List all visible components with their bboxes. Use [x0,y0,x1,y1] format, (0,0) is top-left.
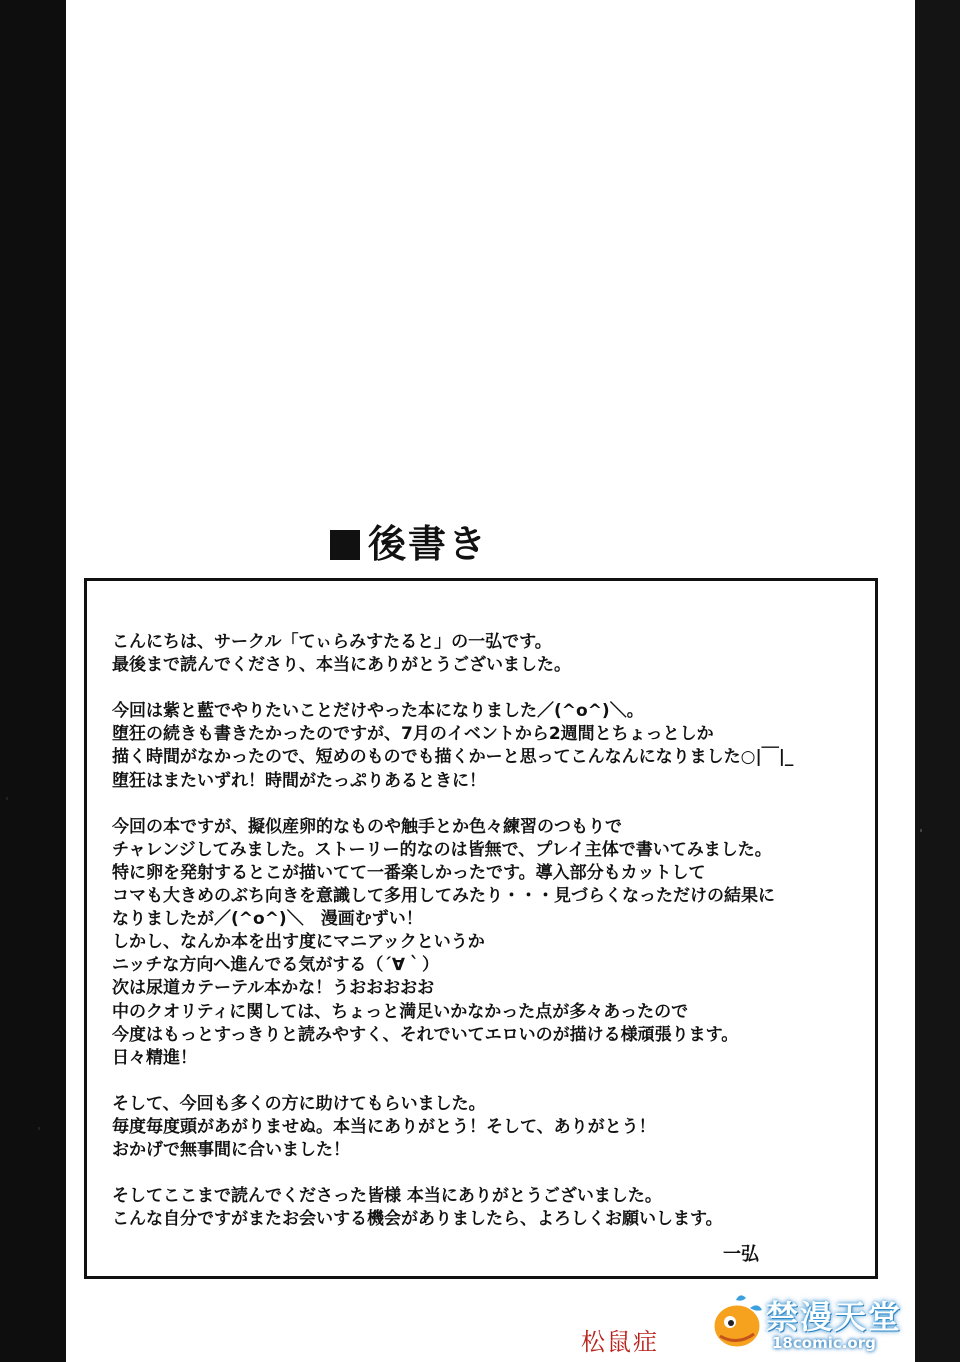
afterword-heading-text: 後書き [368,522,489,566]
body-line: 最後まで読んでくださり、本当にありがとうございました。 [112,655,571,676]
body-line: そしてここまで読んでくださった皆様 本当にありがとうございました。 [112,1186,662,1207]
left-dark-border [0,0,66,1362]
body-line: こんにちは、サークル「てぃらみすたると」の一弘です。 [112,632,552,652]
fish-logo-icon [706,1290,768,1354]
scan-dust [38,1127,40,1130]
body-line: 中のクオリティに関しては、ちょっと満足いかなかった点が多々あったので [112,1001,689,1022]
body-line: 次は尿道カテーテル本かな！うおおおおお [112,978,435,999]
body-line: なりましたが／(^o^)＼ 漫画むずい！ [112,909,423,930]
body-line: 描く時間がなかったので、短めのものでも描くかーと思ってこんなんになりました○|￣|_ [112,747,794,768]
body-line: チャレンジしてみました。ストーリー的なのは皆無で、プレイ主体で書いてみました。 [112,839,772,860]
blank-line [112,1162,872,1185]
black-square-bullet-icon [330,530,360,560]
body-line: 特に卵を発射するとこが描いてて一番楽しかったです。導入部分もカットして [112,862,706,883]
body-line: おかげで無事間に合いました！ [112,1140,350,1161]
body-line: 今回は紫と藍でやりたいことだけやった本になりました／(^o^)＼。 [112,701,644,722]
right-dark-border [915,0,960,1362]
body-line: 今度はもっとすっきりと読みやすく、それでいてエロいのが描ける様頑張ります。 [112,1024,739,1045]
scan-dust [920,829,922,832]
blank-line [112,793,872,816]
blank-line [112,677,872,700]
author-signature: 一弘 [723,1244,759,1265]
blank-line [112,1070,872,1093]
body-line: 堕狂はまたいずれ！時間がたっぷりあるときに！ [112,770,486,791]
afterword-heading [330,520,610,568]
body-line: 毎度毎度頭があがりませぬ。本当にありがとう！そして、ありがとう！ [112,1116,656,1137]
body-line: しかし、なんか本を出す度にマニアックというか [112,932,485,953]
body-line: 堕狂の続きも書きたかったのですが、7月のイベントから2週間とちょっとしか [112,724,714,745]
watermark-title: 禁漫天堂 [766,1298,903,1336]
site-watermark [700,1286,920,1358]
afterword-body [112,631,872,1231]
body-line: 今回の本ですが、擬似産卵的なものや触手とか色々練習のつもりで [112,816,622,837]
body-line: ニッチな方向へ進んでる気がする（´∀｀） [112,955,439,976]
body-line: そして、今回も多くの方に助けてもらいました。 [112,1093,486,1114]
scan-dust [6,797,8,800]
body-line: こんな自分ですがまたお会いする機会がありましたら、よろしくお願いします。 [112,1209,723,1230]
body-line: コマも大きめのぶち向きを意識して多用してみたり・・・見づらくなっただけの結果に [112,886,775,907]
body-line: 日々精進！ [112,1047,197,1068]
watermark-url: 18comic.org [772,1334,876,1352]
scanlator-stamp: 松鼠症 [581,1328,659,1356]
